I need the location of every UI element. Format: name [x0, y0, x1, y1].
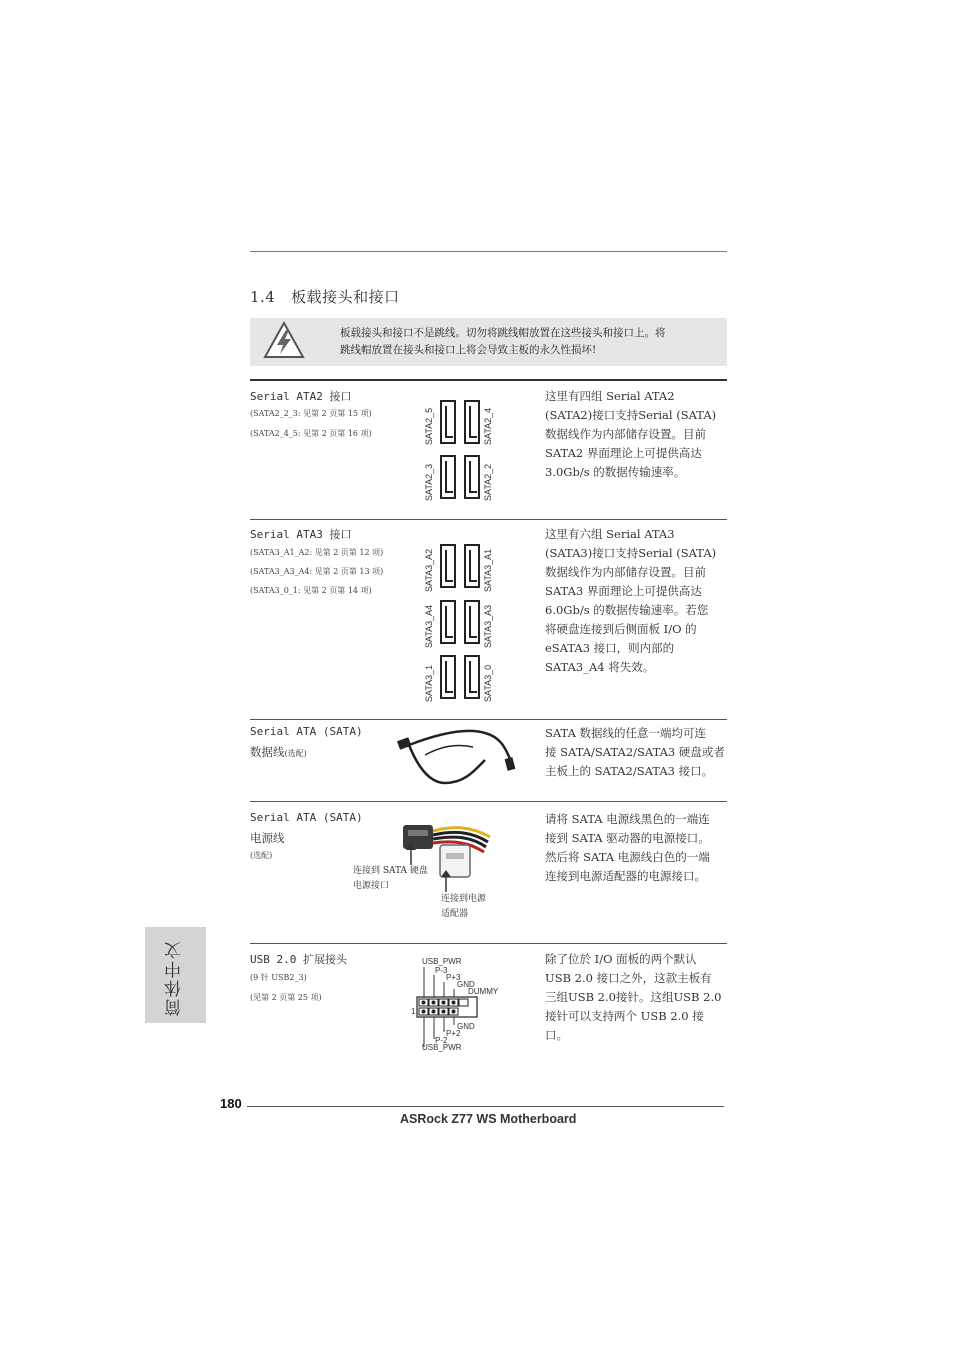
language-side-tab-label: 简体中文	[165, 940, 185, 1016]
pin-1-label: 1	[411, 1007, 416, 1016]
sata-port-sata3-a2	[440, 544, 456, 588]
caption-line: 适配器	[441, 909, 469, 919]
warning-line-2: 跳线帽放置在接头和接口上将会导致主板的永久性损坏!	[340, 344, 597, 356]
desc-line: 将硬盘连接到后侧面板 I/O 的	[545, 622, 697, 636]
section-title-text: 板载接头和接口	[291, 288, 400, 306]
desc-line: 主板上的 SATA2/SATA3 接口。	[545, 764, 714, 778]
pin-label: DUMMY	[468, 987, 499, 996]
arrow-up-icon	[440, 870, 452, 892]
pin-label: P+3	[446, 973, 461, 982]
sata2-ref-2: (SATA2_4_5: 见第 2 页第 16 项)	[250, 429, 372, 438]
port-label-sata2-4: SATA2_4	[483, 407, 493, 445]
desc-line: 3.0Gb/s 的数据传输速率。	[545, 465, 686, 479]
caption-line: 电源接口	[353, 881, 390, 891]
pin-label: GND	[457, 980, 475, 989]
cable-label-2: 数据线	[250, 745, 285, 759]
power-optional: (选配)	[250, 851, 273, 860]
usb-ref: (见第 2 页第 25 项)	[250, 993, 322, 1002]
footer-rule	[247, 1106, 724, 1107]
desc-line: eSATA3 接口，则内部的	[545, 641, 675, 655]
desc-line: 除了位於 I/O 面板的两个默认	[545, 952, 697, 966]
sata-port-sata3-0	[464, 655, 480, 699]
sata3-ref-1: (SATA3_A1_A2: 见第 2 页第 12 项)	[250, 548, 384, 557]
power-label-2: 电源线	[250, 831, 285, 845]
pin-label: P+2	[446, 1029, 461, 1038]
usb-description	[545, 950, 730, 1045]
cable-optional: (选配)	[284, 749, 307, 758]
pin-label: P-2	[435, 1036, 448, 1045]
desc-line: 请将 SATA 电源线黑色的一端连	[545, 812, 710, 826]
sata-port-sata3-a3	[464, 600, 480, 644]
desc-line: 接针可以支持两个 USB 2.0 接	[545, 1009, 704, 1023]
sata3-description	[545, 525, 730, 677]
sata-port-sata3-a4	[440, 600, 456, 644]
desc-line: USB 2.0 接口之外，这款主板有	[545, 971, 712, 985]
pin-label: P-3	[435, 966, 448, 975]
cable-description	[545, 724, 730, 781]
desc-line: SATA2 界面理论上可提供高达	[545, 446, 702, 460]
warning-text	[340, 325, 720, 359]
sata3-diagram	[420, 540, 500, 705]
row-divider	[250, 719, 727, 720]
pin-label: GND	[457, 1022, 475, 1031]
sata-port-sata2-5	[440, 400, 456, 444]
desc-line: 数据线作为内部储存设置。目前	[545, 565, 706, 579]
port-label-sata3-a3: SATA3_A3	[483, 604, 493, 648]
port-label-sata3-0: SATA3_0	[483, 664, 493, 702]
sata-port-sata3-1	[440, 655, 456, 699]
desc-line: 接 SATA/SATA2/SATA3 硬盘或者	[545, 745, 725, 759]
power-description	[545, 810, 730, 886]
footer-title: ASRock Z77 WS Motherboard	[400, 1112, 577, 1126]
top-rule	[250, 251, 727, 252]
row-divider	[250, 943, 727, 944]
desc-line: 接到 SATA 驱动器的电源接口。	[545, 831, 710, 845]
port-label-sata3-a4: SATA3_A4	[424, 604, 434, 648]
sata3-label: Serial ATA3 接口	[250, 528, 352, 541]
desc-line: (SATA3)接口支持Serial (SATA)	[545, 546, 717, 560]
usb-header-diagram	[410, 955, 510, 1055]
caption-line: 连接到 SATA 硬盘	[353, 866, 428, 876]
sata-port-sata2-4	[464, 400, 480, 444]
desc-line: SATA3 界面理论上可提供高达	[545, 584, 702, 598]
port-label-sata2-3: SATA2_3	[424, 463, 434, 501]
sata-port-sata2-2	[464, 455, 480, 499]
power-caption-psu	[441, 892, 486, 922]
cable-label-2-row	[250, 744, 307, 760]
usb-label: USB 2.0 扩展接头	[250, 953, 347, 966]
desc-line: 6.0Gb/s 的数据传输速率。若您	[545, 603, 709, 617]
usb-pins: (9 针 USB2_3)	[250, 973, 307, 982]
row-divider	[250, 801, 727, 802]
desc-line: 这里有四组 Serial ATA2	[545, 389, 675, 403]
sata-port-sata2-3	[440, 455, 456, 499]
sata3-ref-2: (SATA3_A3_A4: 见第 2 页第 13 项)	[250, 567, 384, 576]
sata2-diagram	[420, 395, 500, 505]
port-label-sata2-5: SATA2_5	[424, 407, 434, 445]
arrow-up-icon	[405, 843, 417, 865]
desc-line: 然后将 SATA 电源线白色的一端	[545, 850, 710, 864]
warning-triangle-icon	[263, 321, 305, 359]
sata-cable-image	[395, 725, 520, 790]
sata2-description	[545, 387, 730, 482]
sata2-label: Serial ATA2 接口	[250, 390, 352, 403]
power-label-1: Serial ATA (SATA)	[250, 811, 363, 824]
desc-line: 口。	[545, 1028, 568, 1042]
desc-line: 三组USB 2.0接针。这组USB 2.0	[545, 990, 722, 1004]
pin-label: USB_PWR	[422, 957, 462, 966]
desc-line: 连接到电源适配器的电源接口。	[545, 869, 706, 883]
power-caption-hdd	[353, 864, 428, 894]
port-label-sata3-a1: SATA3_A1	[483, 548, 493, 592]
desc-line: 数据线作为内部储存设置。目前	[545, 427, 706, 441]
desc-line: (SATA2)接口支持Serial (SATA)	[545, 408, 717, 422]
warning-line-1: 板载接头和接口不是跳线。切勿将跳线帽放置在这些接头和接口上。将	[340, 327, 666, 339]
section-title	[250, 286, 400, 307]
desc-line: SATA 数据线的任意一端均可连	[545, 726, 707, 740]
port-label-sata2-2: SATA2_2	[483, 463, 493, 501]
port-label-sata3-a2: SATA3_A2	[424, 548, 434, 592]
page-number: 180	[220, 1096, 242, 1111]
sata3-ref-3: (SATA3_0_1: 见第 2 页第 14 项)	[250, 586, 372, 595]
desc-line: 这里有六组 Serial ATA3	[545, 527, 675, 541]
caption-line: 连接到电源	[441, 894, 487, 904]
table-top-rule	[250, 379, 727, 381]
section-number: 1.4	[250, 288, 276, 306]
sata-port-sata3-a1	[464, 544, 480, 588]
pin-label: USB_PWR	[422, 1043, 462, 1052]
row-divider	[250, 519, 727, 520]
port-label-sata3-1: SATA3_1	[424, 664, 434, 702]
cable-label-1: Serial ATA (SATA)	[250, 725, 363, 738]
desc-line: SATA3_A4 将失效。	[545, 660, 655, 674]
sata2-ref-1: (SATA2_2_3: 见第 2 页第 15 项)	[250, 409, 372, 418]
